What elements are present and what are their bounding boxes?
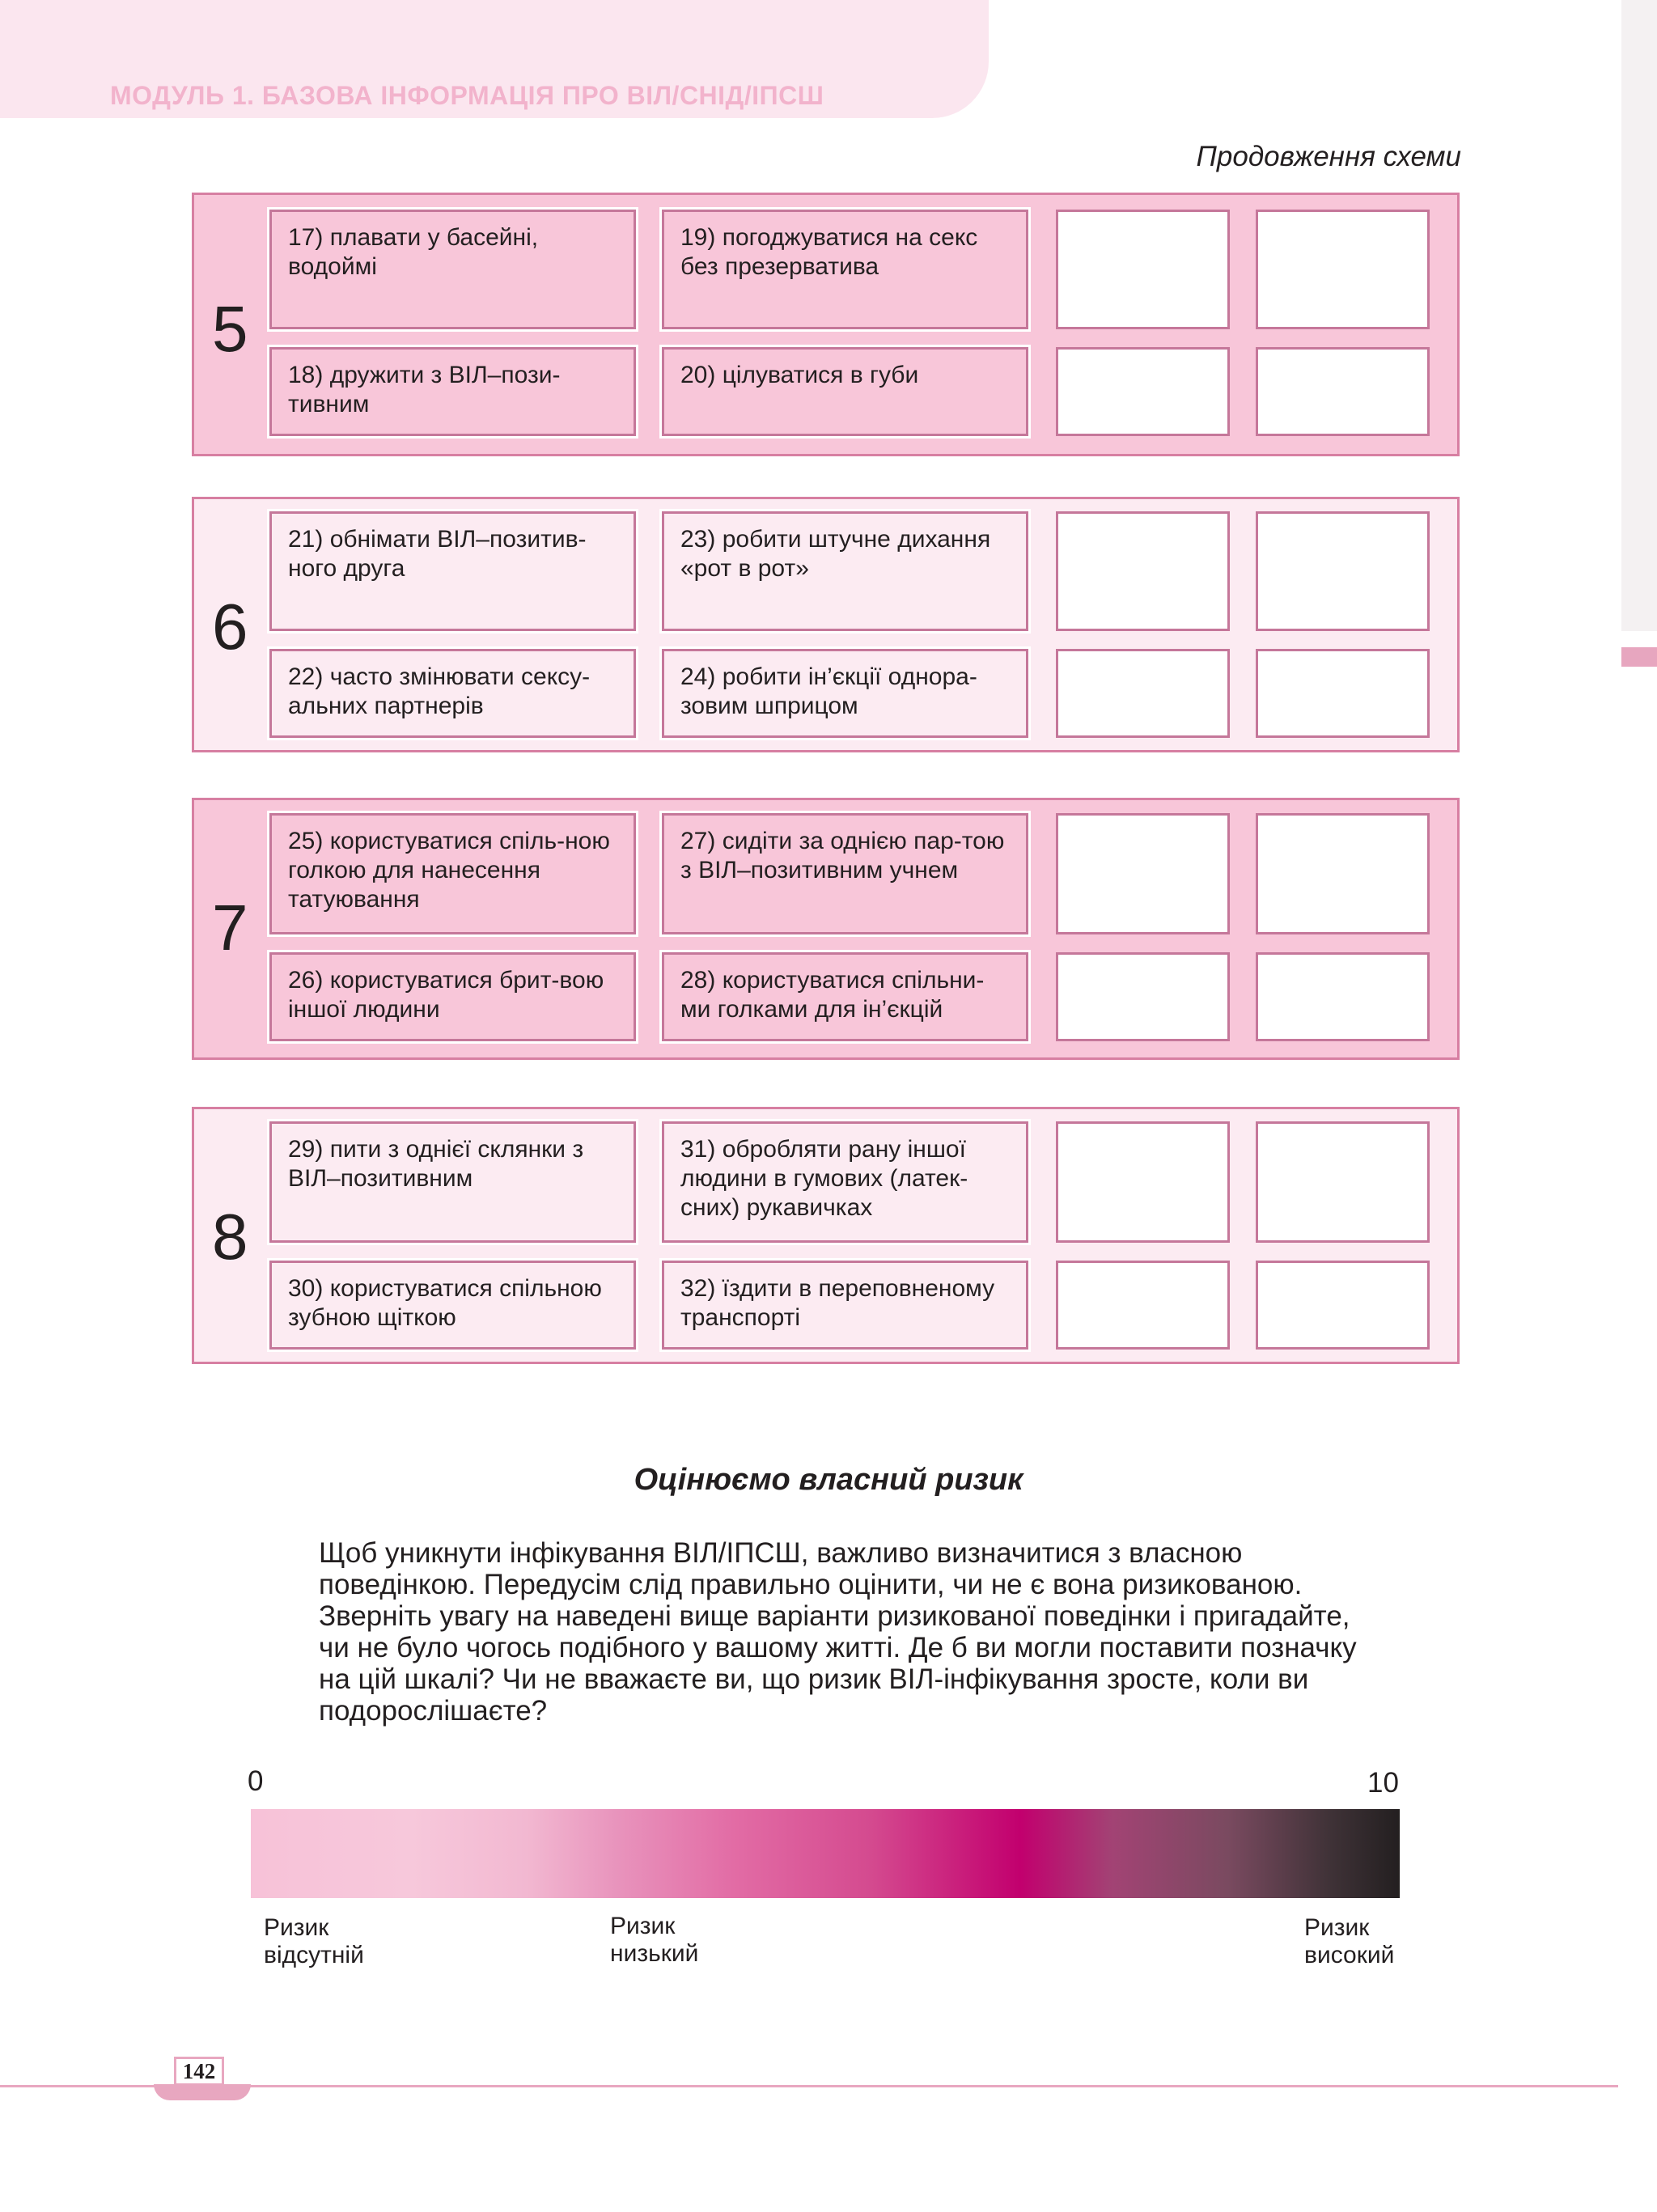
caption-line: Ризик: [1304, 1914, 1370, 1941]
scheme-item-21: 21) обнімати ВІЛ–позитив-ного друга: [269, 511, 636, 631]
section-number: 6: [212, 591, 248, 663]
page-edge-mark: [1621, 647, 1657, 667]
answer-box[interactable]: [1256, 1261, 1430, 1350]
answer-box[interactable]: [1056, 1261, 1230, 1350]
scheme-item-22: 22) часто змінювати сексу-альних партнерів: [269, 649, 636, 738]
scheme-item-25: 25) користуватися спіль-ною голкою для нанесення татуювання: [269, 813, 636, 934]
answer-box[interactable]: [1256, 1121, 1430, 1243]
assessment-paragraph: Щоб уникнути інфікування ВІЛ/ІПСШ, важливо визначитися з власною поведінкою. Передусім слід правильно оцінити, чи не є вона ризикованою. Зверніть увагу на наведені вище варіанти ризикованої поведінки і пригадайте, чи не було чогось подібного у вашому житті. Де б ви могли поставити позначку на цій шкалі? Чи не вважаєте ви, що ризик ВІЛ-інфікування зросте, коли ви подорослішаєте?: [319, 1537, 1357, 1727]
answer-box[interactable]: [1256, 813, 1430, 934]
risk-scale-bar[interactable]: [251, 1809, 1400, 1898]
answer-box[interactable]: [1056, 649, 1230, 738]
answer-box[interactable]: [1256, 210, 1430, 329]
answer-box[interactable]: [1056, 210, 1230, 329]
answer-box[interactable]: [1256, 649, 1430, 738]
scheme-item-23: 23) робити штучне дихання «рот в рот»: [662, 511, 1028, 631]
scheme-section-5: [192, 193, 1460, 456]
scheme-item-19: 19) погоджуватися на секс без презерватива: [662, 210, 1028, 329]
answer-box[interactable]: [1256, 347, 1430, 436]
scale-max-label: 10: [1367, 1767, 1399, 1799]
scheme-section-7: [192, 798, 1460, 1060]
module-title: МОДУЛЬ 1. БАЗОВА ІНФОРМАЦІЯ ПРО ВІЛ/СНІД/ІПСШ: [110, 81, 824, 110]
answer-box[interactable]: [1056, 813, 1230, 934]
answer-box[interactable]: [1256, 952, 1430, 1041]
answer-box[interactable]: [1056, 952, 1230, 1041]
section-number: 5: [212, 293, 248, 365]
caption-line: Ризик: [264, 1914, 329, 1941]
scheme-section-6: [192, 497, 1460, 752]
answer-box[interactable]: [1056, 511, 1230, 631]
page-edge-strip: [1621, 0, 1657, 631]
caption-line: високий: [1304, 1942, 1395, 1968]
scheme-item-32: 32) їздити в переповненому транспорті: [662, 1261, 1028, 1350]
scheme-item-29: 29) пити з однієї склянки з ВІЛ–позитивним: [269, 1121, 636, 1243]
footer-tab: [154, 2084, 251, 2100]
scheme-item-26: 26) користуватися брит-вою іншої людини: [269, 952, 636, 1041]
scheme-item-18: 18) дружити з ВІЛ–пози-тивним: [269, 347, 636, 436]
page-number: 142: [174, 2057, 224, 2086]
answer-box[interactable]: [1256, 511, 1430, 631]
section-number: 8: [212, 1201, 248, 1273]
scale-caption-low: [610, 1913, 698, 1968]
scale-caption-high: [1304, 1914, 1394, 1969]
answer-box[interactable]: [1056, 347, 1230, 436]
assessment-title: Оцінюємо власний ризик: [634, 1463, 1023, 1497]
caption-line: низький: [610, 1940, 699, 1967]
scale-min-label: 0: [248, 1765, 264, 1797]
continuation-label: Продовження схеми: [1196, 141, 1461, 172]
section-number: 7: [212, 892, 248, 964]
scheme-item-31: 31) обробляти рану іншої людини в гумових (латек-сних) рукавичках: [662, 1121, 1028, 1243]
scheme-item-17: 17) плавати у басейні, водоймі: [269, 210, 636, 329]
scheme-item-30: 30) користуватися спільною зубною щіткою: [269, 1261, 636, 1350]
scheme-item-24: 24) робити ін’єкції однора-зовим шприцом: [662, 649, 1028, 738]
scheme-item-28: 28) користуватися спільни-ми голками для ін’єкцій: [662, 952, 1028, 1041]
scheme-item-20: 20) цілуватися в губи: [662, 347, 1028, 436]
caption-line: Ризик: [610, 1913, 676, 1939]
scheme-item-27: 27) сидіти за однією пар-тою з ВІЛ–позитивним учнем: [662, 813, 1028, 934]
scheme-section-8: [192, 1107, 1460, 1364]
caption-line: відсутній: [264, 1942, 364, 1968]
scale-caption-absent: [264, 1914, 364, 1969]
answer-box[interactable]: [1056, 1121, 1230, 1243]
